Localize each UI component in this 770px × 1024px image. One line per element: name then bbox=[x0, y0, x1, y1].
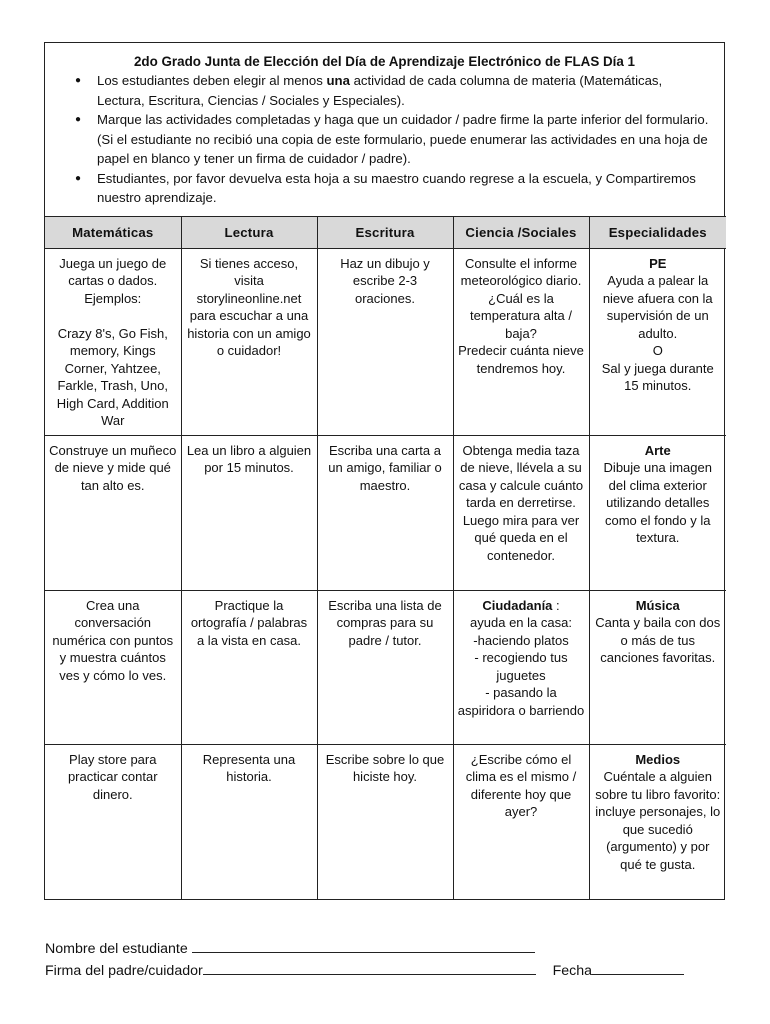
math-activity-cell bbox=[45, 590, 181, 744]
activity-text: Dibuje una imagen del clima exterior utilizando detalles como el fondo y la textura. bbox=[603, 460, 712, 545]
science-activity-title: Ciudadanía bbox=[482, 597, 553, 613]
table-header-row bbox=[45, 216, 726, 248]
activity-text: Obtenga media taza de nieve, llévela a su casa y calcule cuánto tarda en derretirse. Luego mira para ver qué queda en el contenedor. bbox=[458, 442, 584, 563]
activity-text: Representa una historia. bbox=[202, 751, 296, 784]
page-title: 2do Grado Junta de Elección del Día de Aprendizaje Electrónico de FLAS Día 1 bbox=[133, 54, 636, 69]
activity-text: Crea una conversación numérica con puntos y muestra cuántos ves y cómo lo ves. bbox=[52, 597, 174, 683]
table-row bbox=[45, 435, 726, 590]
specials-subject-title: Arte bbox=[644, 442, 671, 458]
column-header-science: Ciencia /Sociales bbox=[453, 216, 589, 248]
math-activity-cell bbox=[45, 744, 181, 899]
student-name-field[interactable] bbox=[192, 938, 535, 953]
column-header-specials: Especialidades bbox=[589, 216, 726, 248]
math-activity-cell bbox=[45, 435, 181, 590]
specials-activity-cell bbox=[589, 248, 726, 435]
activity-text: Consulte el informe meteorológico diario. ¿Cuál es la temperatura alta / baja? Predecir cuánta nieve tendremos hoy. bbox=[458, 255, 584, 376]
date-field[interactable] bbox=[592, 960, 684, 975]
instruction-text: Los estudiantes deben elegir al menos bbox=[97, 73, 327, 88]
instruction-text: actividad de cada columna de materia (Matemáticas, Lectura, Escritura, Ciencias / Sociales y Especiales). bbox=[97, 73, 663, 108]
column-header-math: Matemáticas bbox=[45, 216, 181, 248]
activity-text: Play store para practicar contar dinero. bbox=[67, 751, 158, 802]
activity-text: Haz un dibujo y escribe 2-3 oraciones. bbox=[340, 255, 430, 306]
specials-subject-title: PE bbox=[649, 255, 667, 271]
activity-text: Lea un libro a alguien por 15 minutos. bbox=[186, 442, 312, 475]
instruction-item: ● Estudiantes, por favor devuelva esta hoja a su maestro cuando regrese a la escuela, y Compartiremos nuestro aprendizaje. bbox=[97, 169, 712, 208]
instruction-item bbox=[97, 71, 712, 110]
specials-subject-title: Música bbox=[635, 597, 680, 613]
column-header-reading: Lectura bbox=[181, 216, 317, 248]
science-activity-cell bbox=[453, 590, 589, 744]
specials-subject-title: Medios bbox=[635, 751, 681, 767]
parent-signature-label: Firma del padre/cuidador bbox=[45, 963, 203, 979]
activity-text: Escriba una lista de compras para su padre / tutor. bbox=[328, 597, 442, 648]
writing-activity-cell bbox=[317, 435, 453, 590]
science-activity-cell bbox=[453, 744, 589, 899]
reading-activity-cell bbox=[181, 435, 317, 590]
writing-activity-cell bbox=[317, 744, 453, 899]
instruction-item: ● Marque las actividades completadas y haga que un cuidador / padre firme la parte inferior del formulario. (Si el estudiante no recibió una copia de este formulario, puede enumerar las actividades en una hoja de papel en blanco y tener un firma de cuidador / padre). bbox=[97, 110, 712, 169]
writing-activity-cell bbox=[317, 248, 453, 435]
reading-activity-cell bbox=[181, 248, 317, 435]
student-name-label: Nombre del estudiante bbox=[45, 941, 188, 957]
parent-signature-line bbox=[45, 960, 684, 979]
writing-activity-cell bbox=[317, 590, 453, 744]
activity-text: Cuéntale a alguien sobre tu libro favorito: incluye personajes, lo que sucedió (argumento) y por qué te gusta. bbox=[595, 769, 721, 872]
activity-text: ¿Escribe cómo el clima es el mismo / diferente hoy que ayer? bbox=[465, 751, 577, 819]
choice-board bbox=[44, 42, 725, 900]
activity-text: Construye un muñeco de nieve y mide qué tan alto es. bbox=[49, 442, 177, 493]
table-row bbox=[45, 744, 726, 899]
reading-activity-cell bbox=[181, 744, 317, 899]
instructions bbox=[45, 43, 724, 216]
math-activity-cell bbox=[45, 248, 181, 435]
specials-activity-cell bbox=[589, 744, 726, 899]
activity-table bbox=[45, 216, 726, 900]
activity-text: Escriba una carta a un amigo, familiar o maestro. bbox=[328, 442, 442, 493]
activity-text: Practique la ortografía / palabras a la vista en casa. bbox=[190, 597, 308, 648]
activity-text: Canta y baila con dos o más de tus canciones favoritas. bbox=[595, 615, 721, 665]
activity-text: Ayuda a palear la nieve afuera con la supervisión de un adulto. O Sal y juega durante 15 minutos. bbox=[601, 273, 714, 393]
activity-text: Si tienes acceso, visita storylineonline.net para escuchar a una historia con un amigo o cuidador! bbox=[187, 255, 311, 358]
activity-text: Juega un juego de cartas o dados. Ejemplos: Crazy 8's, Go Fish, memory, Kings Corner, Yahtzee, Farkle, Trash, Uno, High Card, Addition War bbox=[56, 255, 169, 428]
column-header-writing: Escritura bbox=[317, 216, 453, 248]
specials-activity-cell bbox=[589, 435, 726, 590]
table-row bbox=[45, 590, 726, 744]
activity-text: Escribe sobre lo que hiciste hoy. bbox=[325, 751, 445, 784]
reading-activity-cell bbox=[181, 590, 317, 744]
science-activity-cell bbox=[453, 435, 589, 590]
instruction-list bbox=[57, 71, 712, 208]
specials-activity-cell bbox=[589, 590, 726, 744]
instruction-emphasis: una bbox=[326, 73, 350, 88]
parent-signature-field[interactable] bbox=[203, 960, 536, 975]
date-label: Fecha bbox=[552, 963, 593, 979]
table-row bbox=[45, 248, 726, 435]
science-title-suffix: : bbox=[552, 597, 560, 613]
activity-text: ayuda en la casa: -haciendo platos - recogiendo tus juguetes - pasando la aspiridora o barriendo bbox=[457, 615, 585, 718]
student-name-line bbox=[45, 938, 535, 957]
science-activity-cell bbox=[453, 248, 589, 435]
